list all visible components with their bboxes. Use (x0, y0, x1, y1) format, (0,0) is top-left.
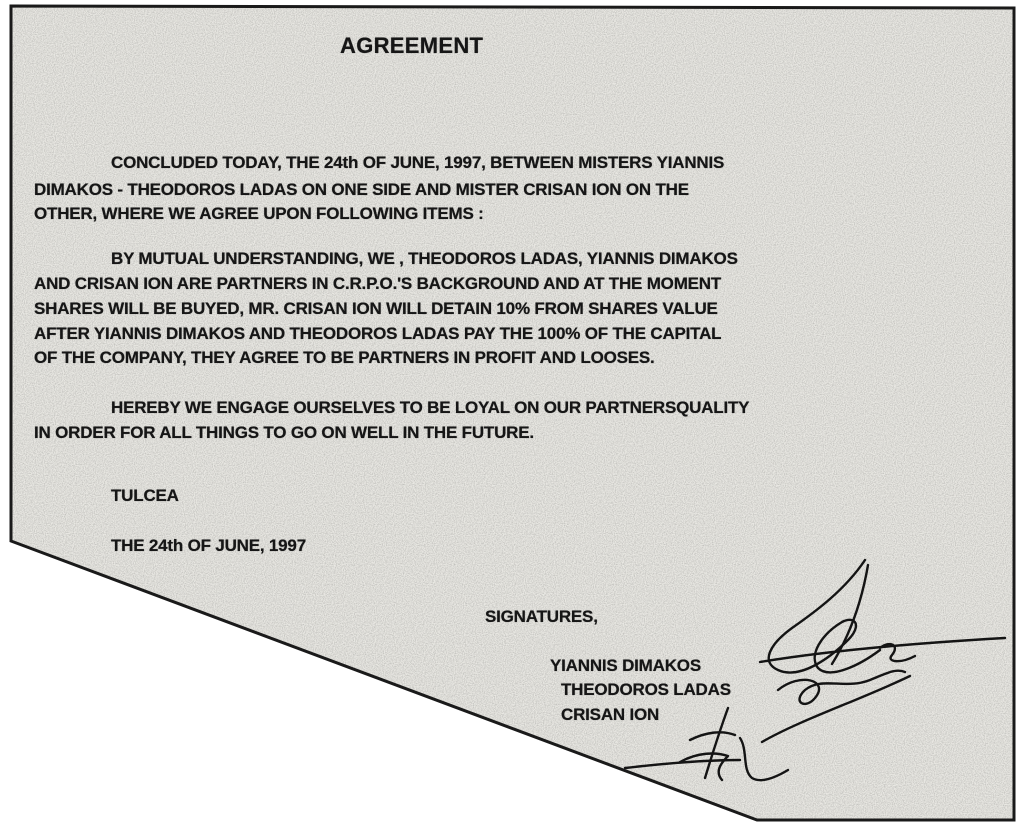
paragraph-1-line-3: OTHER, WHERE WE AGREE UPON FOLLOWING ITEMS : (34, 204, 484, 223)
paragraph-2-line-2: AND CRISAN ION ARE PARTNERS IN C.R.P.O.'S BACKGROUND AND AT THE MOMENT (34, 274, 722, 293)
paragraph-2-line-1: BY MUTUAL UNDERSTANDING, WE , THEODOROS LADAS, YIANNIS DIMAKOS (111, 249, 738, 268)
signatory-dimakos: YIANNIS DIMAKOS (550, 656, 701, 675)
agreement-title: AGREEMENT (340, 33, 484, 58)
paragraph-3-line-1: HEREBY WE ENGAGE OURSELVES TO BE LOYAL ON OUR PARTNERSQUALITY (111, 398, 750, 417)
signatory-ladas: THEODOROS LADAS (561, 680, 731, 699)
document-date: THE 24th OF JUNE, 1997 (111, 536, 306, 555)
signatures-heading: SIGNATURES, (485, 607, 598, 626)
place-name: TULCEA (111, 486, 179, 505)
paragraph-1-line-1: CONCLUDED TODAY, THE 24th OF JUNE, 1997, BETWEEN MISTERS YIANNIS (111, 153, 725, 172)
signatory-crisan: CRISAN ION (561, 705, 660, 724)
paragraph-1-line-2: DIMAKOS - THEODOROS LADAS ON ONE SIDE AND MISTER CRISAN ION ON THE (34, 180, 689, 199)
paragraph-3-line-2: IN ORDER FOR ALL THINGS TO GO ON WELL IN THE FUTURE. (34, 423, 534, 442)
paragraph-2-line-5: OF THE COMPANY, THEY AGREE TO BE PARTNERS IN PROFIT AND LOOSES. (34, 348, 655, 367)
paragraph-2-line-3: SHARES WILL BE BUYED, MR. CRISAN ION WILL DETAIN 10% FROM SHARES VALUE (34, 299, 718, 318)
paragraph-2-line-4: AFTER YIANNIS DIMAKOS AND THEODOROS LADAS PAY THE 100% OF THE CAPITAL (34, 324, 722, 343)
